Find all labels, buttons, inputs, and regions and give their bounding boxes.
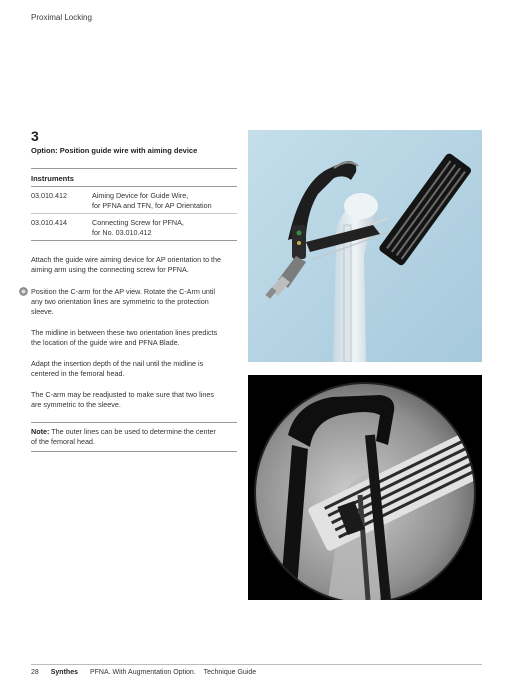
document-type: Technique Guide <box>203 669 257 676</box>
instrument-desc-line: Connecting Screw for PFNA, <box>92 218 184 227</box>
c-arm-icon <box>19 287 28 296</box>
paragraph: The C-arm may be readjusted to make sure that two lines are symmetric to the sleeve. <box>31 390 214 409</box>
paragraph: Adapt the insertion depth of the nail until the midline is centered in the femoral head. <box>31 359 204 378</box>
instrument-description <box>92 191 237 210</box>
page-number: 28 <box>31 669 39 676</box>
step-number: 3 <box>31 128 39 144</box>
instrument-desc-line: Aiming Device for Guide Wire, <box>92 191 189 200</box>
instrument-desc-line: for No. 03.010.412 <box>92 227 152 237</box>
divider <box>31 168 237 169</box>
brand-name: Synthes <box>50 669 78 676</box>
paragraph: Attach the guide wire aiming device for AP orientation to the aiming arm using the connecting screw for PFNA. <box>31 255 222 274</box>
xray-image <box>248 375 482 600</box>
document-title: PFNA. With Augmentation Option. <box>89 669 196 676</box>
instruments-heading: Instruments <box>31 174 74 183</box>
divider <box>31 451 237 452</box>
instrument-code: 03.010.414 <box>31 218 67 227</box>
instrument-desc-line: for PFNA and TFN, for AP Orientation <box>92 200 212 210</box>
instrument-description <box>92 218 237 237</box>
divider <box>31 240 237 241</box>
footer <box>31 669 256 676</box>
divider <box>31 186 237 187</box>
aiming-device-photo <box>248 130 482 362</box>
note-paragraph: Note: The outer lines can be used to determine the center of the femoral head. <box>31 427 216 446</box>
page-header: Proximal Locking <box>31 13 92 22</box>
instrument-code: 03.010.412 <box>31 191 67 200</box>
note-label: Note: <box>31 427 50 436</box>
divider <box>31 422 237 423</box>
footer-divider <box>31 664 482 665</box>
paragraph: Position the C-arm for the AP view. Rotate the C-Arm until any two orientation lines are symmetric to the protection sleeve. <box>31 287 216 316</box>
step-title: Option: Position guide wire with aiming device <box>31 146 198 155</box>
paragraph: The midline in between these two orientation lines predicts the location of the guide wire and PFNA Blade. <box>31 328 218 347</box>
divider <box>31 213 237 214</box>
